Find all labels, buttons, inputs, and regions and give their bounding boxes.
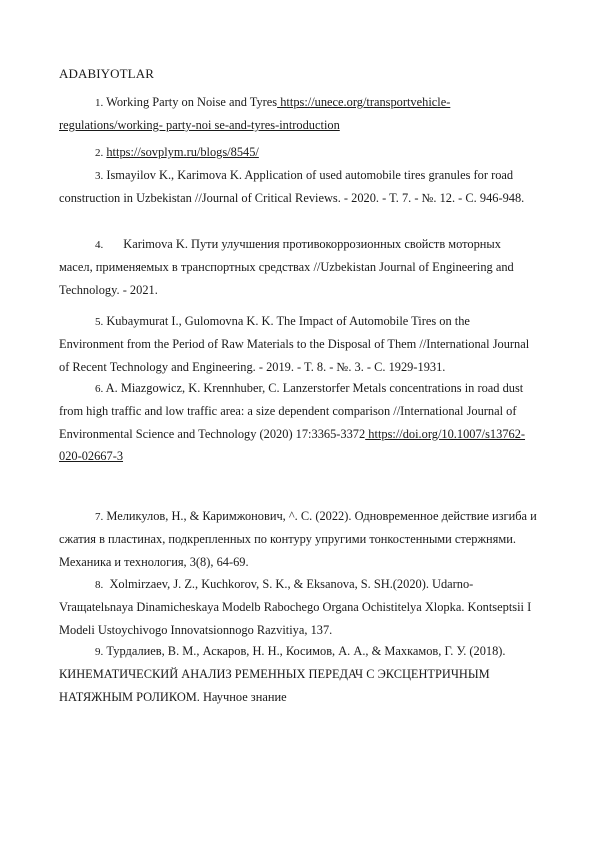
reference-number: 5. — [95, 316, 104, 328]
reference-text: Working Party on Noise and Tyres — [106, 95, 278, 109]
section-heading: ADABIYOTLAR — [59, 66, 154, 81]
reference-text: A. Miazgowicz, K. Krennhuber, C. Lanzerstorfer Metals concentrations in road dust from high traffic and low traffic area: a size dependent comparison //International Journal of Environmental Science and Technology (2020) 17:3365-3372 — [59, 381, 524, 441]
reference-9 — [59, 640, 537, 708]
reference-8 — [59, 573, 537, 641]
reference-5 — [59, 310, 537, 378]
reference-number: 4. — [95, 239, 104, 251]
reference-text: Турдалиев, В. М., Аскаров, Н. Н., Косимов, А. А., & Махкамов, Г. У. (2018). КИНЕМАТИЧЕСКИЙ АНАЛИЗ РЕМЕННЫХ ПЕРЕДАЧ С ЭКСЦЕНТРИЧНЫМ НАТЯЖНЫМ РОЛИКОМ. Научное знание — [59, 644, 506, 704]
reference-text: Xolmirzaev, J. Z., Kuchkorov, S. K., & Eksanova, S. SH.(2020). Udarno-Vraщatelьnaya Dinamicheskaya Modelb Rabochego Organa Ochistitelya Xlopka. Kontseptsii I Modeli Ustoychivogo Innovatsionnogo Razvitiya, 137. — [59, 577, 532, 637]
reference-7 — [59, 505, 537, 573]
reference-number: 2. — [95, 147, 104, 159]
reference-link[interactable]: https://unece.org/transportvehicle-regulations/working- party-noi se-and-tyres-introduction — [59, 95, 451, 133]
reference-3 — [59, 164, 537, 210]
reference-2 — [59, 141, 537, 164]
reference-text: Kubaymurat I., Gulomovna K. K. The Impact of Automobile Tires on the Environment from the Period of Raw Materials to the Disposal of Them //International Journal of Recent Technology and Engineering. - 2019. - T. 8. - №. 3. - C. 1929-1931. — [59, 314, 530, 374]
reference-4 — [59, 233, 537, 301]
reference-number: 8. — [95, 579, 104, 591]
reference-link[interactable]: https://doi.org/10.1007/s13762- 020-02667-3 — [59, 426, 526, 464]
reference-6 — [59, 377, 537, 468]
reference-link[interactable]: https://sovplym.ru/blogs/8545/ — [106, 145, 259, 159]
reference-number: 1. — [95, 97, 104, 109]
reference-1 — [59, 91, 537, 137]
reference-text: Karimova K. Пути улучшения противокоррозионных свойств моторных масел, применяемых в транспортных средствах //Uzbekistan Journal of Engineering and Technology. - 2021. — [59, 237, 514, 297]
reference-text: Ismayilov K., Karimova K. Application of used automobile tires granules for road construction in Uzbekistan //Journal of Critical Reviews. - 2020. - T. 7. - №. 12. - C. 946-948. — [59, 168, 525, 206]
reference-number: 9. — [95, 646, 104, 658]
reference-number: 7. — [95, 511, 104, 523]
reference-number: 3. — [95, 170, 104, 182]
reference-text: Меликулов, Н., & Каримжонович, ^. С. (2022). Одновременное действие изгиба и сжатия в пластинах, подкрепленных по контуру упругими тонкостенными стержнями. Механика и технология, 3(8), 64-69. — [59, 509, 537, 569]
reference-number: 6. — [95, 383, 104, 395]
